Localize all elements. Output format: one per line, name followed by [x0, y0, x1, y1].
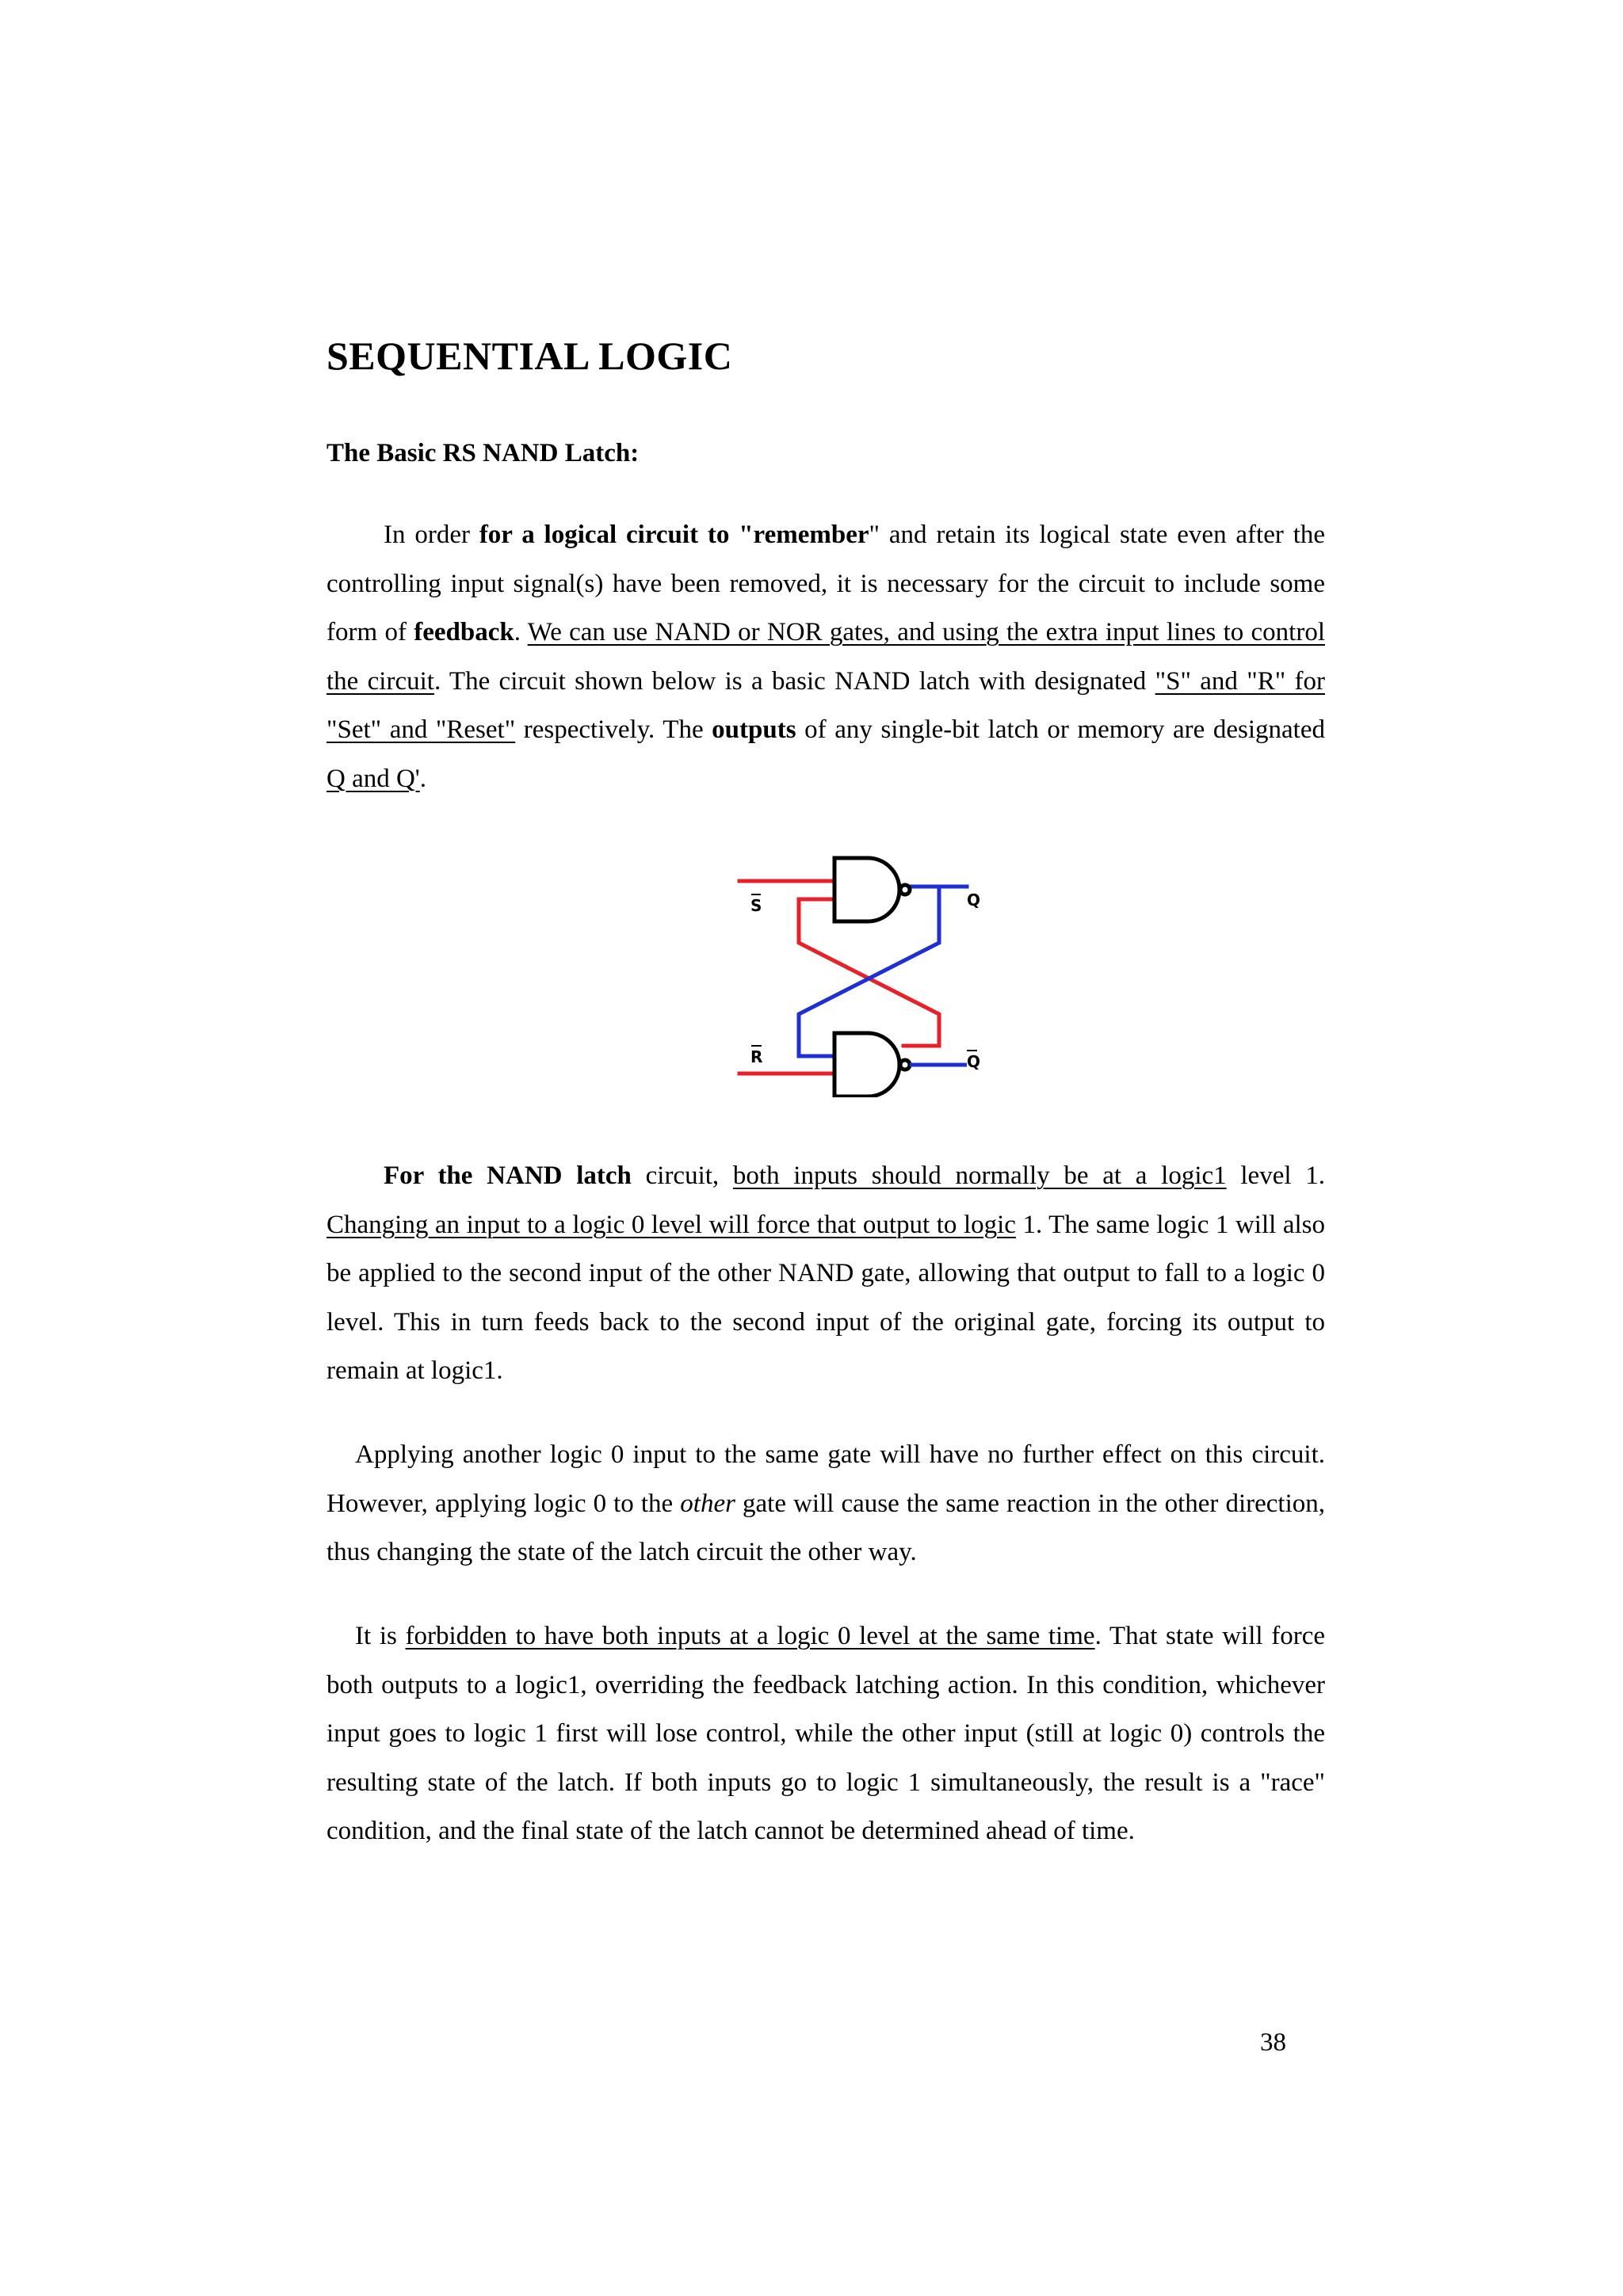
page-number: 38 — [1260, 2028, 1286, 2057]
text-run: . — [514, 618, 528, 646]
nand-gate-bottom — [834, 1033, 910, 1097]
text-run: circuit, — [631, 1161, 733, 1190]
text-run: 1. The same logic 1 will also be applied to the second input of the other NAND gate, allowing that output to fall to a logic 0 level. This in turn feeds back to the second input of the original gate, forcing its output to remain at logic1. — [327, 1210, 1325, 1385]
text-run: respectively. The — [515, 715, 712, 744]
underlined-text: forbidden to have both inputs at a logic 0 level at the same time — [405, 1622, 1095, 1650]
text-run: . — [419, 764, 427, 793]
nand-latch-diagram — [729, 852, 991, 1097]
text-run: " and retain its logical state even after the controlling input signal(s) have been removed, it is necessary for the circuit to include some form of — [327, 521, 1326, 646]
text-run: It is — [355, 1622, 406, 1650]
bold-text: outputs — [712, 715, 796, 744]
text-run: In order — [384, 521, 479, 549]
underlined-text: both inputs should normally be at a logic1 — [732, 1161, 1227, 1190]
bold-text: for a logical circuit to "remember — [479, 521, 869, 549]
r-label: R — [750, 1047, 763, 1066]
text-run: . The circuit shown below is a basic NAND latch with designated — [433, 666, 1155, 696]
page-title: SEQUENTIAL LOGIC — [327, 334, 733, 378]
underlined-text: Changing an input to a logic 0 level will force that output to logic — [327, 1210, 1016, 1239]
text-run: Applying another logic 0 input to the same gate will have no further effect on this circuit. However, applying logic 0 to the — [327, 1440, 1325, 1518]
underlined-text: "S" and "R" for "Set" and "Reset" — [327, 666, 1325, 744]
other-gate-paragraph — [327, 1431, 1325, 1577]
underlined-text: We can use NAND or NOR gates, and using the extra input lines to control the circuit — [327, 618, 1326, 696]
nand-latch-paragraph — [327, 1152, 1325, 1396]
nand-gate-top — [834, 858, 910, 921]
inverter-bubble — [900, 885, 910, 894]
text-run: . That state will force both outputs to a logic1, overriding the feedback latching action. In this condition, whichever input goes to logic 1 first will lose control, while the other input (still at logic 0) controls the resulting state of the latch. If both inputs go to logic 1 simultaneously, the result is a "race" condition, and the final state of the latch cannot be determined ahead of time. — [327, 1622, 1325, 1845]
text-run: of any single-bit latch or memory are designated — [796, 715, 1325, 744]
intro-paragraph — [327, 511, 1325, 803]
s-label: S — [750, 896, 762, 915]
bold-text: feedback — [414, 618, 514, 646]
inverter-bubble — [900, 1060, 910, 1070]
italic-text: other — [680, 1489, 735, 1518]
text-run: gate will cause the same reaction in the other direction, thus changing the state of the latch circuit the other way. — [327, 1489, 1326, 1566]
qbar-label: Q — [967, 1052, 981, 1071]
q-label: Q — [967, 891, 981, 910]
underlined-text: Q and Q' — [327, 764, 420, 793]
text-run: level 1. — [1226, 1161, 1325, 1190]
section-heading: The Basic RS NAND Latch: — [327, 439, 640, 467]
bold-text: For the NAND latch — [384, 1161, 632, 1190]
forbidden-state-paragraph — [327, 1612, 1325, 1856]
